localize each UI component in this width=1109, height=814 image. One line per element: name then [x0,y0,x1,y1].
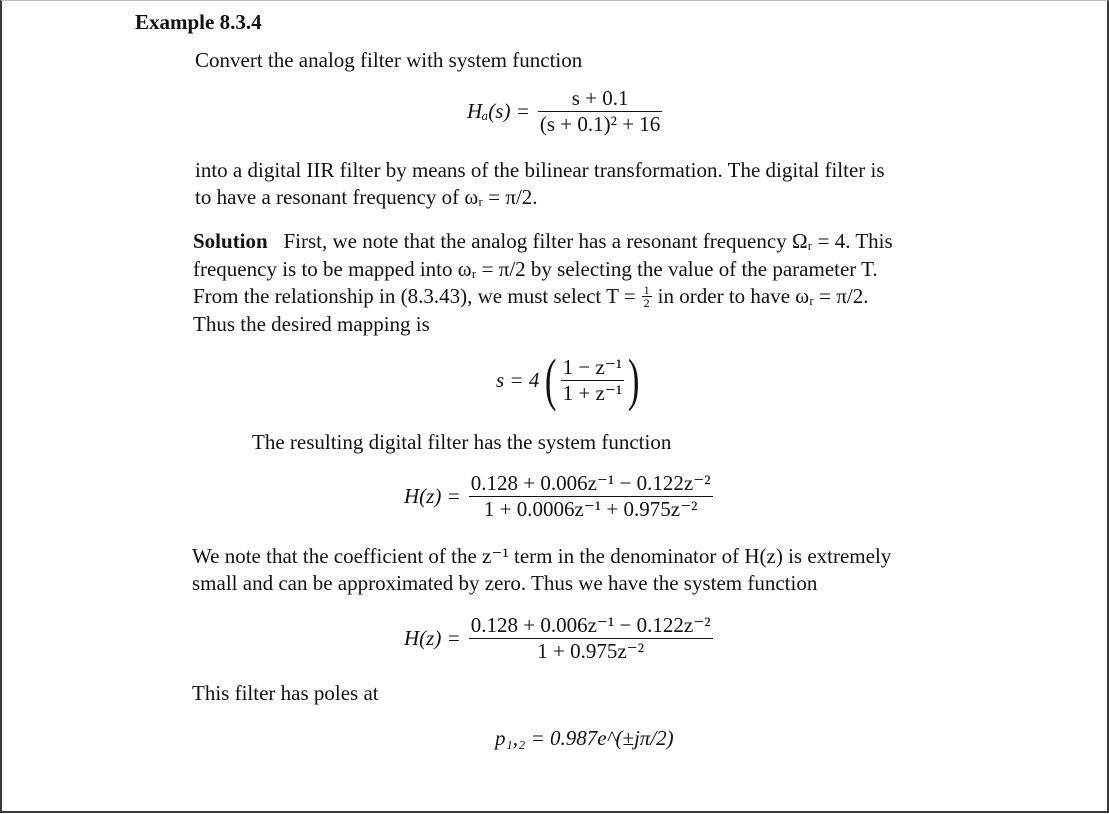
fraction-numerator: 1 [643,283,650,297]
fraction [561,355,625,406]
left-parenthesis: ( [545,347,557,412]
solution-text: From the relationship in (8.3.43), we must select T = [193,284,636,308]
solution-line [193,229,893,254]
paragraph-line: small and can be approximated by zero. Thus we have the system function [192,571,818,595]
fraction-numerator: 1 − z⁻¹ [562,354,623,379]
paragraph-line: We note that the coefficient of the z⁻¹ term in the denominator of H(z) is extremely [192,544,892,568]
paragraph-line: The resulting digital filter has the system function [252,430,672,454]
paragraph-line: This filter has poles at [192,681,379,705]
fraction-numerator: s + 0.1 [538,86,662,112]
fraction-denominator: 2 [643,296,650,310]
solution-line: frequency is to be mapped into ωᵣ = π/2 by selecting the value of the parameter T. [193,257,878,281]
inline-fraction [642,284,652,309]
fraction [469,613,713,664]
example-title: Example 8.3.4 [135,10,262,34]
solution-text: First, we note that the analog filter has a resonant frequency Ωᵣ = 4. This [283,229,893,253]
equation-lhs: s = 4 [496,367,540,392]
equation-lhs: H(z) = [404,484,461,508]
right-parenthesis: ) [628,347,640,412]
equation-lhs: Hₐ(s) = [467,99,530,123]
equation-analog-system-function [467,86,662,137]
fraction [469,471,713,522]
fraction-denominator: 1 + z⁻¹ [562,380,623,405]
paragraph-line: into a digital IIR filter by means of the bilinear transformation. The digital filter is [195,158,885,182]
paragraph-line: to have a resonant frequency of ωᵣ = π/2. [195,185,538,209]
solution-text: in order to have ωᵣ = π/2. [657,284,869,308]
equation-approx-filter [404,613,713,664]
fraction-numerator: 0.128 + 0.006z⁻¹ − 0.122z⁻² [470,613,711,637]
equation-poles: p₁,₂ = 0.987e^(±jπ/2) [495,726,674,750]
equation-digital-filter [404,471,713,522]
fraction-denominator: 1 + 0.975z⁻² [537,639,645,663]
fraction-numerator: 0.128 + 0.006z⁻¹ − 0.122z⁻² [470,471,711,495]
equation-lhs: H(z) = [404,626,461,650]
fraction-denominator: 1 + 0.0006z⁻¹ + 0.975z⁻² [483,497,698,521]
equation-bilinear-mapping [496,347,644,412]
solution-line [193,284,868,309]
solution-line: Thus the desired mapping is [193,312,430,336]
fraction [538,86,662,137]
intro-text: Convert the analog filter with system function [195,48,583,72]
fraction-denominator: (s + 0.1)² + 16 [539,112,661,136]
solution-label: Solution [193,229,268,253]
